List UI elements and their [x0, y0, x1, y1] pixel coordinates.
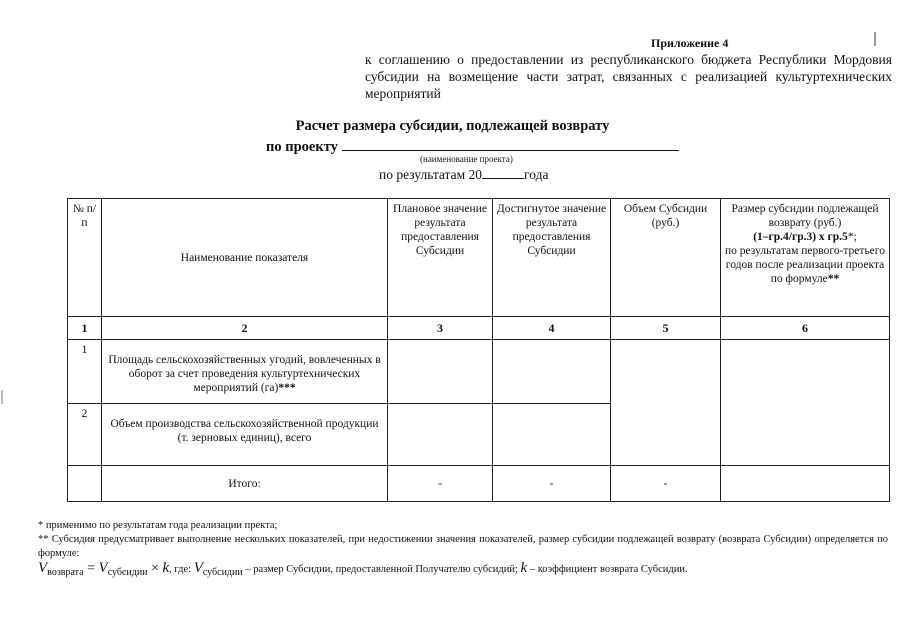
colnum-6: 6 — [721, 317, 890, 340]
formula-k: k — [162, 560, 170, 576]
formula-sub-subsidy-2: субсидии — [202, 567, 243, 578]
header-name: Наименование показателя — [102, 199, 388, 317]
column-number-row — [68, 317, 890, 340]
formula-v3: V — [193, 560, 203, 576]
row-achieved-cell — [493, 340, 611, 404]
header-volume: Объем Субсидии (руб.) — [611, 199, 721, 317]
volume-merged-cell — [611, 340, 721, 466]
appendix-title: Приложение 4 — [651, 36, 729, 50]
document-title: Расчет размера субсидии, подлежащей возврату — [295, 118, 610, 134]
header-refund-formula: (1–гр.4/гр.3) х гр.5 — [753, 231, 848, 243]
header-refund-line1: Размер субсидии подлежащей возврату (руб.) — [731, 203, 879, 229]
total-volume: - — [611, 466, 721, 502]
formula-k-desc: – коэффициент возврата Субсидии. — [527, 564, 688, 575]
row-plan-cell — [388, 340, 493, 404]
formula-times: × — [147, 561, 163, 576]
colnum-5: 5 — [611, 317, 721, 340]
colnum-3: 3 — [388, 317, 493, 340]
formula-v2: V — [98, 560, 108, 576]
formula-v-desc: – размер Субсидии, предоставленной Получателю субсидий; — [242, 564, 521, 575]
footnote-1: * применимо по результатам года реализации пректа; — [38, 520, 278, 531]
row-num: 2 — [68, 404, 102, 466]
row-name-text: Площадь сельскохозяйственных угодий, вовлеченных в оборот за счет проведения культуртехнических мероприятий (га) — [108, 354, 381, 394]
footnotes — [38, 519, 888, 561]
formula-sub-return: возврата — [47, 567, 84, 578]
row-name-mark: *** — [278, 382, 296, 394]
formula-eq: = — [83, 561, 99, 576]
total-refund-cell — [721, 466, 890, 502]
period-line — [379, 167, 548, 183]
row-plan-cell — [388, 404, 493, 466]
total-row — [68, 466, 890, 502]
total-plan: - — [388, 466, 493, 502]
scan-artifact — [1, 390, 3, 404]
table-row — [68, 340, 890, 404]
total-num-cell — [68, 466, 102, 502]
project-hint: (наименование проекта) — [420, 154, 513, 164]
project-label: по проекту — [266, 139, 338, 155]
header-plan: Плановое значение результата предоставления Субсидии — [388, 199, 493, 317]
period-prefix: по результатам 20 — [379, 167, 483, 182]
formula-where: , где: — [169, 564, 194, 575]
colnum-4: 4 — [493, 317, 611, 340]
footnote-2: ** Субсидия предусматривает выполнение нескольких показателей, при недостижении значения показателей, размер субсидии подлежащей возврату (возврата Субсидии) определяется по формуле: — [38, 534, 888, 559]
scan-artifact — [874, 32, 876, 46]
header-num: № п/п — [68, 199, 102, 317]
formula-k2: k — [520, 560, 528, 576]
header-refund-line2: по результатам первого-третьего годов после реализации проекта по формуле — [725, 245, 885, 285]
project-name-blank — [342, 138, 679, 151]
total-label: Итого: — [102, 466, 388, 502]
colnum-1: 1 — [68, 317, 102, 340]
refund-table — [67, 198, 890, 502]
row-achieved-cell — [493, 404, 611, 466]
row-name — [102, 340, 388, 404]
appendix-text: к соглашению о предоставлении из республиканского бюджета Республики Мордовия субсидии на возмещение части затрат, связанных с реализацией культуртехнических мероприятий — [365, 52, 892, 101]
total-achieved: - — [493, 466, 611, 502]
header-achieved: Достигнутое значение результата предоставления Субсидии — [493, 199, 611, 317]
colnum-2: 2 — [102, 317, 388, 340]
refund-merged-cell — [721, 340, 890, 466]
row-name-text: Объем производства сельскохозяйственной продукции (т. зерновых единиц), всего — [110, 418, 379, 444]
header-refund — [721, 199, 890, 317]
refund-formula — [38, 560, 688, 578]
header-refund-formula-mark: *; — [847, 231, 857, 243]
formula-v1: V — [38, 560, 48, 576]
row-name — [102, 404, 388, 466]
year-blank — [482, 167, 524, 179]
row-num: 1 — [68, 340, 102, 404]
formula-sub-subsidy: субсидии — [107, 567, 148, 578]
table-header-row — [68, 199, 890, 317]
header-refund-mark: ** — [827, 273, 840, 285]
period-suffix: года — [524, 167, 549, 182]
